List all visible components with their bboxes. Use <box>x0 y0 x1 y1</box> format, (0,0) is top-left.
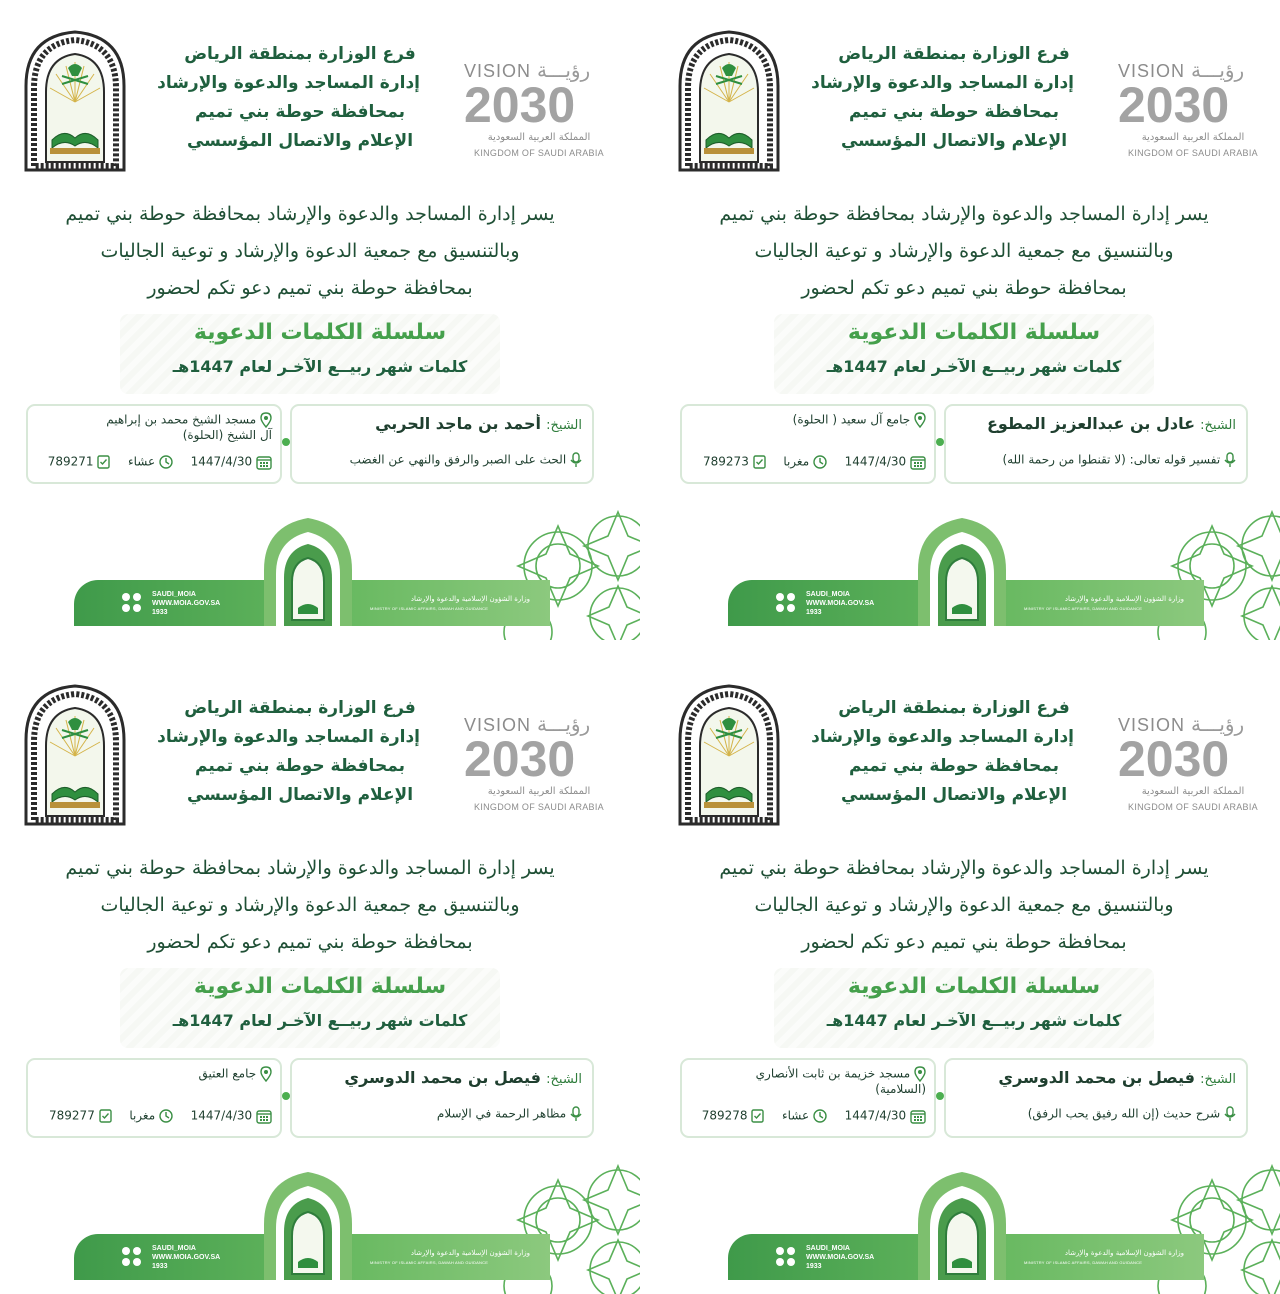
topic-text: الحث على الصبر والرفق والنهي عن الغضب <box>349 452 567 467</box>
code-text: 789278 <box>701 1108 748 1123</box>
connector-dot <box>936 1092 944 1100</box>
schedule-box <box>26 404 282 484</box>
footer-code: 1933 <box>152 1263 168 1270</box>
location-line1: مسجد خزيمة بن ثابت الأنصاري <box>755 1066 911 1081</box>
vision-number-text: 2030 <box>1118 78 1230 128</box>
invitation-line: بمحافظة حوطة بني تميم دعو تكم لحضور <box>147 277 473 299</box>
ministry-emblem <box>674 28 784 174</box>
clock-icon <box>159 455 173 469</box>
vision-title-ar: رؤيـــة <box>537 58 591 82</box>
sheikh-name: فيصل بن محمد الدوسري <box>344 1068 542 1087</box>
footer-site: WWW.MOIA.GOV.SA <box>806 600 875 607</box>
invitation-line: وبالتنسيق مع جمعية الدعوة والإرشاد و توعية الجاليات <box>100 240 520 262</box>
location-pin-icon <box>914 1066 926 1082</box>
footer-handle: SAUDI_MOIA <box>152 1245 196 1252</box>
topic-row <box>300 452 582 468</box>
vision-number-text: 2030 <box>464 78 576 128</box>
date-text: 1447/4/30 <box>844 454 907 469</box>
header-line: إدارة المساجد والدعوة والإرشاد <box>157 727 420 747</box>
invitation-line: يسر إدارة المساجد والدعوة والإرشاد بمحافظة حوطة بني تميم <box>719 857 1209 879</box>
social-icons <box>120 1246 148 1268</box>
lecture-box <box>944 1058 1248 1138</box>
vision-number <box>464 78 614 128</box>
time-text: عشاء <box>781 1108 810 1123</box>
location-row <box>34 1066 272 1082</box>
location-line1: جامع العتيق <box>198 1066 257 1081</box>
info-row <box>688 454 926 470</box>
clock-icon <box>813 455 827 469</box>
series-subtitle: كلمات شهر ربيــع الآخـر لعام 1447هـ <box>172 357 468 376</box>
time-text: عشاء <box>127 454 156 469</box>
footer-ministry <box>1024 1248 1184 1268</box>
topic-row <box>954 1106 1236 1122</box>
header-line: بمحافظة حوطة بني تميم <box>849 102 1059 122</box>
sheikh-label: الشيخ: <box>1200 418 1236 433</box>
series-title: سلسلة الكلمات الدعوية <box>847 974 1101 999</box>
document-icon <box>99 1109 112 1123</box>
footer-contact <box>806 590 906 617</box>
document-icon <box>753 455 766 469</box>
info-row <box>34 454 272 470</box>
sheikh-row <box>300 1068 582 1087</box>
header-line: فرع الوزارة بمنطقة الرياض <box>184 44 416 64</box>
vision-number <box>464 732 614 782</box>
invitation-line: يسر إدارة المساجد والدعوة والإرشاد بمحافظة حوطة بني تميم <box>719 203 1209 225</box>
header-text <box>811 40 1074 156</box>
footer-code: 1933 <box>806 1263 822 1270</box>
header-line: الإعلام والاتصال المؤسسي <box>186 785 414 805</box>
announcement-card <box>0 0 640 640</box>
code-text: 789271 <box>47 454 94 469</box>
footer-ministry <box>1024 594 1184 614</box>
location-line1: جامع آل سعيد ( الحلوة) <box>792 412 911 427</box>
document-icon <box>97 455 110 469</box>
schedule-box <box>680 1058 936 1138</box>
invitation-line: يسر إدارة المساجد والدعوة والإرشاد بمحافظة حوطة بني تميم <box>65 203 555 225</box>
invitation-text <box>30 850 590 961</box>
footer-mosque-arch <box>914 1170 1010 1280</box>
footer-mosque-arch <box>914 516 1010 626</box>
footer-handle: SAUDI_MOIA <box>806 591 850 598</box>
sheikh-name: عادل بن عبدالعزيز المطوع <box>986 414 1196 433</box>
location-line2: (السلامية) <box>875 1082 926 1096</box>
microphone-icon <box>570 452 582 468</box>
footer-handle: SAUDI_MOIA <box>806 1245 850 1252</box>
kingdom-name-en: KINGDOM OF SAUDI ARABIA <box>474 148 604 158</box>
vision-title-ar: رؤيـــة <box>1191 712 1245 736</box>
time-text: مغربا <box>129 1108 156 1123</box>
location-row <box>34 412 272 443</box>
kingdom-name-ar: المملكة العربية السعودية <box>487 786 591 797</box>
code-text: 789277 <box>49 1108 95 1123</box>
sheikh-label: الشيخ: <box>1200 1072 1236 1087</box>
vision-title-ar: رؤيـــة <box>537 712 591 736</box>
sheikh-name: فيصل بن محمد الدوسري <box>998 1068 1196 1087</box>
kingdom-name-en: KINGDOM OF SAUDI ARABIA <box>1128 148 1258 158</box>
invitation-text <box>30 196 590 307</box>
footer-ministry <box>370 594 530 614</box>
header-line: بمحافظة حوطة بني تميم <box>195 756 405 776</box>
footer-code: 1933 <box>806 609 822 616</box>
kingdom-name-en: KINGDOM OF SAUDI ARABIA <box>1128 802 1258 812</box>
invitation-line: يسر إدارة المساجد والدعوة والإرشاد بمحافظة حوطة بني تميم <box>65 857 555 879</box>
time-text: مغربا <box>783 454 810 469</box>
footer-contact <box>152 590 252 617</box>
sheikh-row <box>954 1068 1236 1087</box>
header-line: فرع الوزارة بمنطقة الرياض <box>838 698 1070 718</box>
vision-number-text: 2030 <box>1118 732 1230 782</box>
kingdom-name-en: KINGDOM OF SAUDI ARABIA <box>474 802 604 812</box>
kingdom-name-ar: المملكة العربية السعودية <box>1141 786 1245 797</box>
microphone-icon <box>1224 452 1236 468</box>
sheikh-row <box>954 414 1236 433</box>
schedule-box <box>680 404 936 484</box>
series-title: سلسلة الكلمات الدعوية <box>193 320 447 345</box>
header-line: بمحافظة حوطة بني تميم <box>849 756 1059 776</box>
clock-icon <box>159 1109 173 1123</box>
lecture-box <box>290 404 594 484</box>
series-subtitle: كلمات شهر ربيــع الآخـر لعام 1447هـ <box>172 1011 468 1030</box>
location-pin-icon <box>914 412 926 428</box>
invitation-line: وبالتنسيق مع جمعية الدعوة والإرشاد و توعية الجاليات <box>754 240 1174 262</box>
vision-title-en: VISION <box>464 61 532 81</box>
footer-site: WWW.MOIA.GOV.SA <box>152 600 221 607</box>
grid-divider-horizontal <box>0 640 1280 654</box>
footer-ministry-ar: وزارة الشؤون الإسلامية والدعوة والإرشاد <box>410 1249 530 1257</box>
header-line: إدارة المساجد والدعوة والإرشاد <box>811 727 1074 747</box>
announcement-card <box>654 654 1280 1294</box>
ministry-emblem <box>674 682 784 828</box>
calendar-icon <box>256 1108 272 1124</box>
sheikh-name: أحمد بن ماجد الحربي <box>375 414 542 433</box>
footer-ministry-ar: وزارة الشؤون الإسلامية والدعوة والإرشاد <box>1064 1249 1184 1257</box>
social-icons <box>120 592 148 614</box>
clock-icon <box>813 1109 827 1123</box>
footer-ministry-ar: وزارة الشؤون الإسلامية والدعوة والإرشاد <box>1064 595 1184 603</box>
announcement-card <box>654 0 1280 640</box>
footer-ministry-en: MINISTRY OF ISLAMIC AFFAIRS, DAWAH AND GUIDANCE <box>370 606 489 611</box>
header-line: إدارة المساجد والدعوة والإرشاد <box>157 73 420 93</box>
header-text <box>811 694 1074 810</box>
location-line2: آل الشيخ (الحلوة) <box>182 428 272 442</box>
vision-title-en: VISION <box>464 715 532 735</box>
sheikh-row <box>300 414 582 433</box>
footer-handle: SAUDI_MOIA <box>152 591 196 598</box>
footer-site: WWW.MOIA.GOV.SA <box>806 1254 875 1261</box>
footer-code: 1933 <box>152 609 168 616</box>
vision-2030-logo <box>464 58 614 162</box>
date-text: 1447/4/30 <box>844 1108 907 1123</box>
invitation-text <box>684 196 1244 307</box>
vision-title-ar: رؤيـــة <box>1191 58 1245 82</box>
location-row <box>688 412 926 428</box>
series-title: سلسلة الكلمات الدعوية <box>847 320 1101 345</box>
social-icons <box>774 1246 802 1268</box>
invitation-line: وبالتنسيق مع جمعية الدعوة والإرشاد و توعية الجاليات <box>754 894 1174 916</box>
header-line: الإعلام والاتصال المؤسسي <box>840 785 1068 805</box>
invitation-line: وبالتنسيق مع جمعية الدعوة والإرشاد و توعية الجاليات <box>100 894 520 916</box>
document-icon <box>751 1109 764 1123</box>
series-subtitle: كلمات شهر ربيــع الآخـر لعام 1447هـ <box>826 357 1122 376</box>
footer-contact <box>806 1244 906 1271</box>
invitation-line: بمحافظة حوطة بني تميم دعو تكم لحضور <box>147 931 473 953</box>
vision-2030-logo <box>1118 58 1268 162</box>
date-text: 1447/4/30 <box>190 454 253 469</box>
date-text: 1447/4/30 <box>190 1108 253 1123</box>
topic-text: مظاهر الرحمة في الإسلام <box>436 1106 567 1121</box>
topic-row <box>954 452 1236 468</box>
invitation-text <box>684 850 1244 961</box>
footer-ministry-ar: وزارة الشؤون الإسلامية والدعوة والإرشاد <box>410 595 530 603</box>
lecture-box <box>290 1058 594 1138</box>
calendar-icon <box>910 454 926 470</box>
series-title: سلسلة الكلمات الدعوية <box>193 974 447 999</box>
location-line1: مسجد الشيخ محمد بن إبراهيم <box>106 412 257 427</box>
series-subtitle: كلمات شهر ربيــع الآخـر لعام 1447هـ <box>826 1011 1122 1030</box>
footer-ministry <box>370 1248 530 1268</box>
calendar-icon <box>256 454 272 470</box>
header-line: فرع الوزارة بمنطقة الرياض <box>184 698 416 718</box>
header-line: الإعلام والاتصال المؤسسي <box>840 131 1068 151</box>
info-row <box>688 1108 926 1124</box>
sheikh-label: الشيخ: <box>546 1072 582 1087</box>
info-row <box>34 1108 272 1124</box>
schedule-box <box>26 1058 282 1138</box>
header-line: فرع الوزارة بمنطقة الرياض <box>838 44 1070 64</box>
header-line: الإعلام والاتصال المؤسسي <box>186 131 414 151</box>
social-icons <box>774 592 802 614</box>
location-pin-icon <box>260 412 272 428</box>
header-line: إدارة المساجد والدعوة والإرشاد <box>811 73 1074 93</box>
footer-mosque-arch <box>260 516 356 626</box>
calendar-icon <box>910 1108 926 1124</box>
topic-row <box>300 1106 582 1122</box>
sheikh-label: الشيخ: <box>546 418 582 433</box>
location-row <box>688 1066 926 1097</box>
topic-text: شرح حديث (إن الله رفيق يحب الرفق) <box>1027 1106 1221 1121</box>
invitation-line: بمحافظة حوطة بني تميم دعو تكم لحضور <box>801 931 1127 953</box>
kingdom-name-ar: المملكة العربية السعودية <box>487 132 591 143</box>
vision-number <box>1118 78 1268 128</box>
connector-dot <box>282 438 290 446</box>
lecture-box <box>944 404 1248 484</box>
footer-ministry-en: MINISTRY OF ISLAMIC AFFAIRS, DAWAH AND GUIDANCE <box>1024 1260 1143 1265</box>
vision-number <box>1118 732 1268 782</box>
connector-dot <box>282 1092 290 1100</box>
ministry-emblem <box>20 682 130 828</box>
footer-site: WWW.MOIA.GOV.SA <box>152 1254 221 1261</box>
footer-mosque-arch <box>260 1170 356 1280</box>
location-pin-icon <box>260 1066 272 1082</box>
microphone-icon <box>1224 1106 1236 1122</box>
kingdom-name-ar: المملكة العربية السعودية <box>1141 132 1245 143</box>
vision-number-text: 2030 <box>464 732 576 782</box>
ministry-emblem <box>20 28 130 174</box>
invitation-line: بمحافظة حوطة بني تميم دعو تكم لحضور <box>801 277 1127 299</box>
topic-text: تفسير قوله تعالى: (لا تقنطوا من رحمة الله) <box>1002 452 1221 467</box>
connector-dot <box>936 438 944 446</box>
announcement-card <box>0 654 640 1294</box>
header-line: بمحافظة حوطة بني تميم <box>195 102 405 122</box>
microphone-icon <box>570 1106 582 1122</box>
vision-2030-logo <box>464 712 614 816</box>
footer-ministry-en: MINISTRY OF ISLAMIC AFFAIRS, DAWAH AND GUIDANCE <box>1024 606 1143 611</box>
vision-title-en: VISION <box>1118 715 1186 735</box>
vision-2030-logo <box>1118 712 1268 816</box>
footer-contact <box>152 1244 252 1271</box>
vision-title-en: VISION <box>1118 61 1186 81</box>
header-text <box>157 694 420 810</box>
footer-ministry-en: MINISTRY OF ISLAMIC AFFAIRS, DAWAH AND GUIDANCE <box>370 1260 489 1265</box>
code-text: 789273 <box>703 454 749 469</box>
header-text <box>157 40 420 156</box>
